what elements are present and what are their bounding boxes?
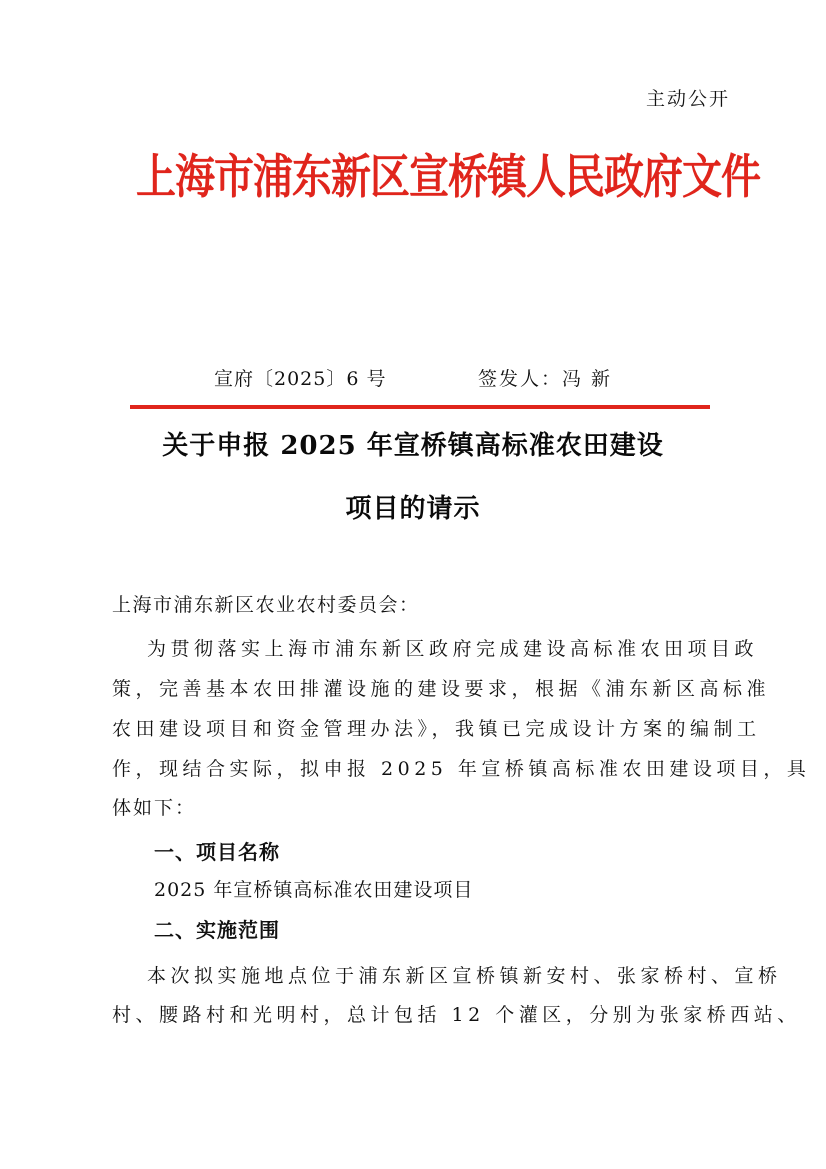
paragraph-line: 本次拟实施地点位于浦东新区宣桥镇新安村、张家桥村、宣桥 <box>147 965 782 987</box>
addressee: 上海市浦东新区农业农村委员会： <box>112 594 420 616</box>
document-title-line-1: 关于申报 2025 年宣桥镇高标准农田建设 <box>162 431 664 461</box>
signer: 签发人：冯 新 <box>478 368 613 390</box>
paragraph-line: 作，现结合实际，拟申报 2025 年宣桥镇高标准农田建设项目，具 <box>112 758 811 780</box>
document-number: 宣府〔2025〕6 号 <box>214 368 387 390</box>
paragraph-line: 农田建设项目和资金管理办法》，我镇已完成设计方案的编制工 <box>112 718 761 740</box>
paragraph-line: 为贯彻落实上海市浦东新区政府完成建设高标准农田项目政 <box>147 638 759 660</box>
issuing-authority-header: 上海市浦东新区宣桥镇人民政府文件 <box>136 149 760 205</box>
document-title-line-2: 项目的请示 <box>345 494 481 524</box>
paragraph-line: 体如下： <box>112 797 197 819</box>
section-heading-project-name: 一、项目名称 <box>154 840 280 864</box>
disclosure-label: 主动公开 <box>645 88 730 110</box>
project-name: 2025 年宣桥镇高标准农田建设项目 <box>154 879 474 901</box>
paragraph-line: 村、腰路村和光明村，总计包括 12 个灌区，分别为张家桥西站、 <box>112 1004 801 1026</box>
section-heading-scope: 二、实施范围 <box>154 918 280 942</box>
red-divider <box>130 405 710 409</box>
paragraph-line: 策，完善基本农田排灌设施的建设要求，根据《浦东新区高标准 <box>112 678 771 700</box>
